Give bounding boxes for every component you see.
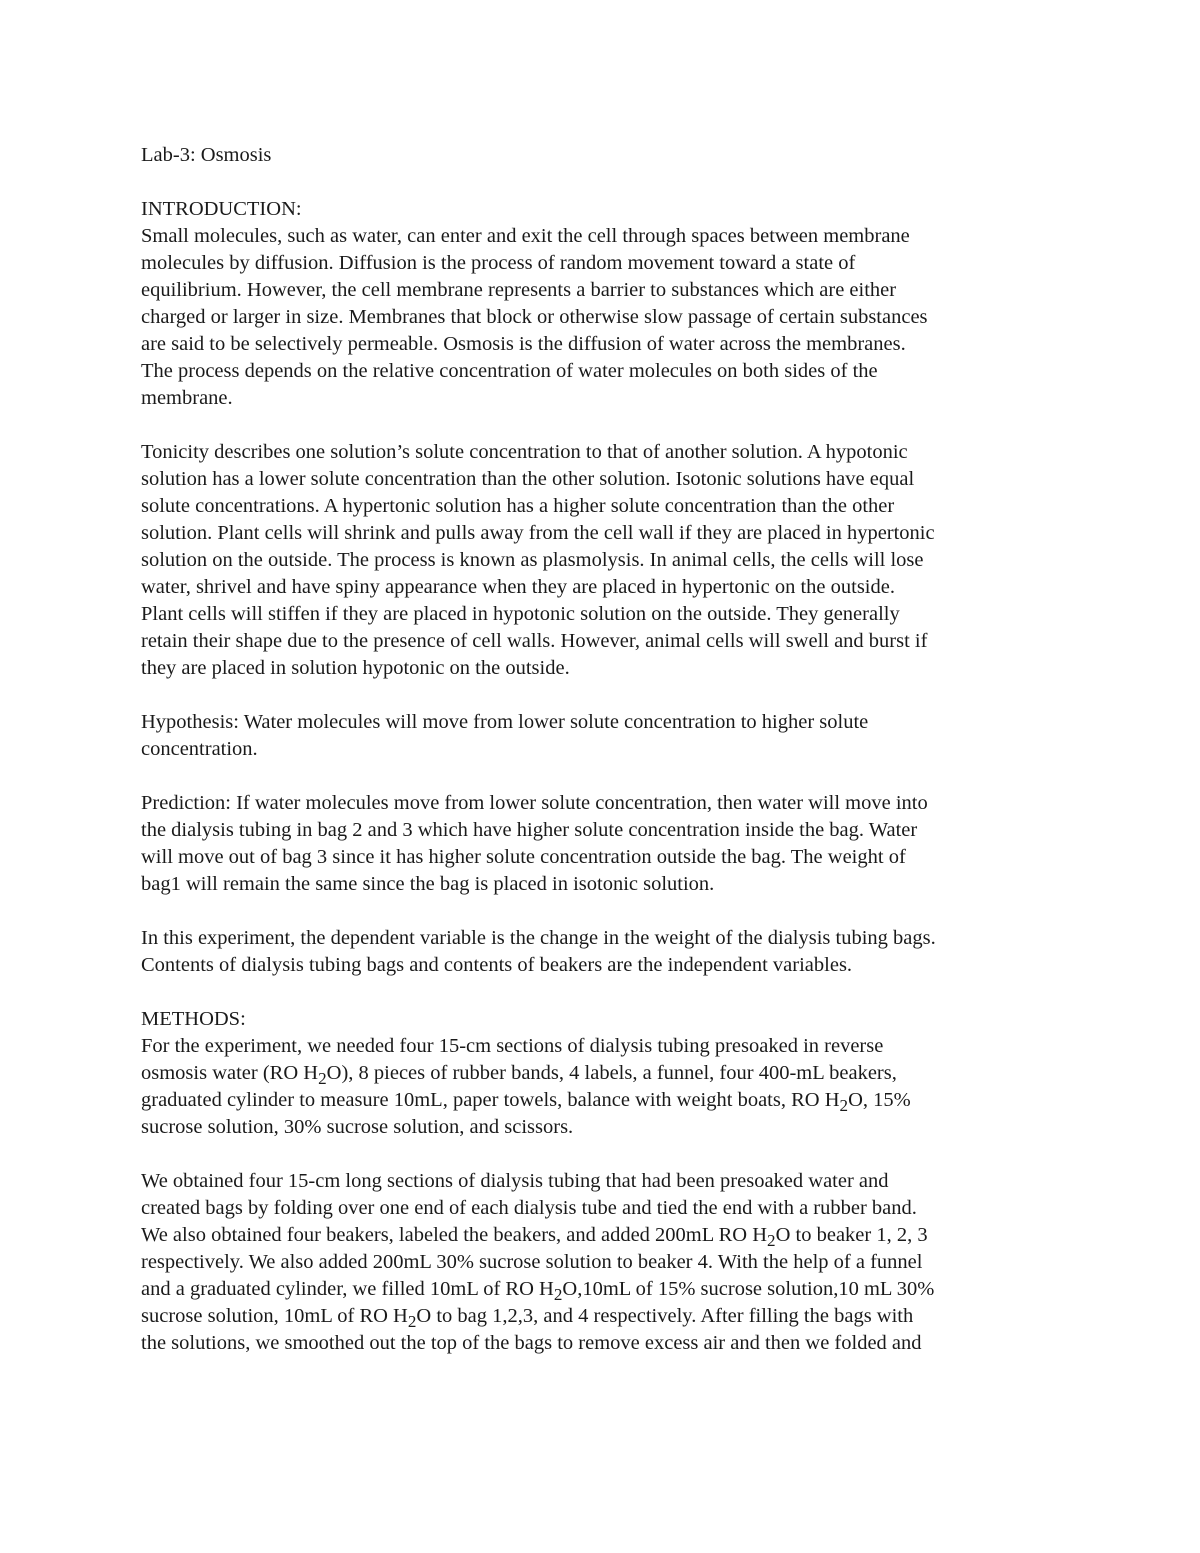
text-run: graduated cylinder to measure 10mL, paper towels, balance with weight boats, RO H xyxy=(141,1089,840,1111)
text-run: O), 8 pieces of rubber bands, 4 labels, a funnel, four 400-mL beakers, xyxy=(326,1062,897,1084)
text-run: sucrose solution, 10mL of RO H xyxy=(141,1305,408,1327)
text-line xyxy=(141,1195,1066,1222)
introduction-paragraph-2 xyxy=(141,439,1066,682)
text-line xyxy=(141,1168,1066,1195)
text-line: Small molecules, such as water, can enter and exit the cell through spaces between membrane xyxy=(141,225,910,247)
subscript: 2 xyxy=(407,1312,417,1332)
text-line: concentration. xyxy=(141,738,258,760)
spacer xyxy=(141,898,1066,925)
text-line: Hypothesis: Water molecules will move from lower solute concentration to higher solute xyxy=(141,711,869,733)
hypothesis-paragraph xyxy=(141,709,1066,763)
text-run: created bags by folding over one end of each dialysis tube and tied the end with a rubber band. xyxy=(141,1197,917,1219)
document-title: Lab-3: Osmosis xyxy=(141,144,272,166)
text-run: osmosis water (RO H xyxy=(141,1062,319,1084)
text-line: are said to be selectively permeable. Osmosis is the diffusion of water across the membranes. xyxy=(141,333,906,355)
text-line: Prediction: If water molecules move from lower solute concentration, then water will move into xyxy=(141,792,928,814)
text-line: solution on the outside. The process is known as plasmolysis. In animal cells, the cells will lose xyxy=(141,549,924,571)
subscript: 2 xyxy=(839,1096,849,1116)
methods-heading: METHODS: xyxy=(141,1008,246,1030)
text-line xyxy=(141,1114,1066,1141)
text-run: the solutions, we smoothed out the top of the bags to remove excess air and then we folded and xyxy=(141,1332,922,1354)
text-line xyxy=(141,1249,1066,1276)
text-run: O,10mL of 15% sucrose solution,10 mL 30% xyxy=(562,1278,935,1300)
spacer xyxy=(141,412,1066,439)
methods-paragraph-2 xyxy=(141,1168,1066,1357)
text-line: Plant cells will stiffen if they are placed in hypotonic solution on the outside. They generally xyxy=(141,603,900,625)
text-line: solution has a lower solute concentration than the other solution. Isotonic solutions have equal xyxy=(141,468,915,490)
prediction-paragraph xyxy=(141,790,1066,898)
text-run: respectively. We also added 200mL 30% sucrose solution to beaker 4. With the help of a funnel xyxy=(141,1251,923,1273)
spacer xyxy=(141,979,1066,1006)
text-line: membrane. xyxy=(141,387,233,409)
text-line: molecules by diffusion. Diffusion is the process of random movement toward a state of xyxy=(141,252,856,274)
text-line: equilibrium. However, the cell membrane represents a barrier to substances which are either xyxy=(141,279,897,301)
text-line: the dialysis tubing in bag 2 and 3 which have higher solute concentration inside the bag. Water xyxy=(141,819,918,841)
text-run: and a graduated cylinder, we filled 10mL of RO H xyxy=(141,1278,554,1300)
text-line xyxy=(141,1060,1066,1087)
spacer xyxy=(141,763,1066,790)
text-line: solution. Plant cells will shrink and pulls away from the cell wall if they are placed in hypertonic xyxy=(141,522,935,544)
text-line: The process depends on the relative concentration of water molecules on both sides of the xyxy=(141,360,878,382)
text-line xyxy=(141,1033,1066,1060)
text-line xyxy=(141,1276,1066,1303)
text-line xyxy=(141,1087,1066,1114)
subscript: 2 xyxy=(318,1069,327,1089)
text-line: they are placed in solution hypotonic on the outside. xyxy=(141,657,570,679)
subscript: 2 xyxy=(553,1285,563,1305)
text-line: solute concentrations. A hypertonic solution has a higher solute concentration than the other xyxy=(141,495,895,517)
text-run: sucrose solution, 30% sucrose solution, and scissors. xyxy=(141,1116,574,1138)
text-run: For the experiment, we needed four 15-cm sections of dialysis tubing presoaked in reverse xyxy=(141,1035,884,1057)
text-run: We obtained four 15-cm long sections of dialysis tubing that had been presoaked water and xyxy=(141,1170,889,1192)
text-run: O, 15% xyxy=(848,1089,911,1111)
text-line: In this experiment, the dependent variable is the change in the weight of the dialysis tubing bags. xyxy=(141,927,936,949)
methods-paragraph-1 xyxy=(141,1033,1066,1141)
text-line: water, shrivel and have spiny appearance when they are placed in hypertonic on the outside. xyxy=(141,576,895,598)
spacer xyxy=(141,1141,1066,1168)
text-line: will move out of bag 3 since it has higher solute concentration outside the bag. The weight of xyxy=(141,846,906,868)
subscript: 2 xyxy=(767,1231,776,1251)
spacer xyxy=(141,682,1066,709)
text-run: O to beaker 1, 2, 3 xyxy=(775,1224,928,1246)
variables-paragraph xyxy=(141,925,1066,979)
text-line xyxy=(141,1330,1066,1357)
document-page xyxy=(141,142,1066,1357)
text-line: Contents of dialysis tubing bags and contents of beakers are the independent variables. xyxy=(141,954,853,976)
text-line xyxy=(141,1303,1066,1330)
introduction-heading: INTRODUCTION: xyxy=(141,198,302,220)
text-line: Tonicity describes one solution’s solute concentration to that of another solution. A hypotonic xyxy=(141,441,908,463)
text-line xyxy=(141,1222,1066,1249)
text-run: We also obtained four beakers, labeled the beakers, and added 200mL RO H xyxy=(141,1224,768,1246)
text-run: O to bag 1,2,3, and 4 respectively. After filling the bags with xyxy=(416,1305,914,1327)
spacer xyxy=(141,169,1066,196)
text-line: retain their shape due to the presence of cell walls. However, animal cells will swell and burst if xyxy=(141,630,928,652)
text-line: charged or larger in size. Membranes that block or otherwise slow passage of certain substances xyxy=(141,306,928,328)
introduction-paragraph-1 xyxy=(141,223,1066,412)
text-line: bag1 will remain the same since the bag is placed in isotonic solution. xyxy=(141,873,715,895)
